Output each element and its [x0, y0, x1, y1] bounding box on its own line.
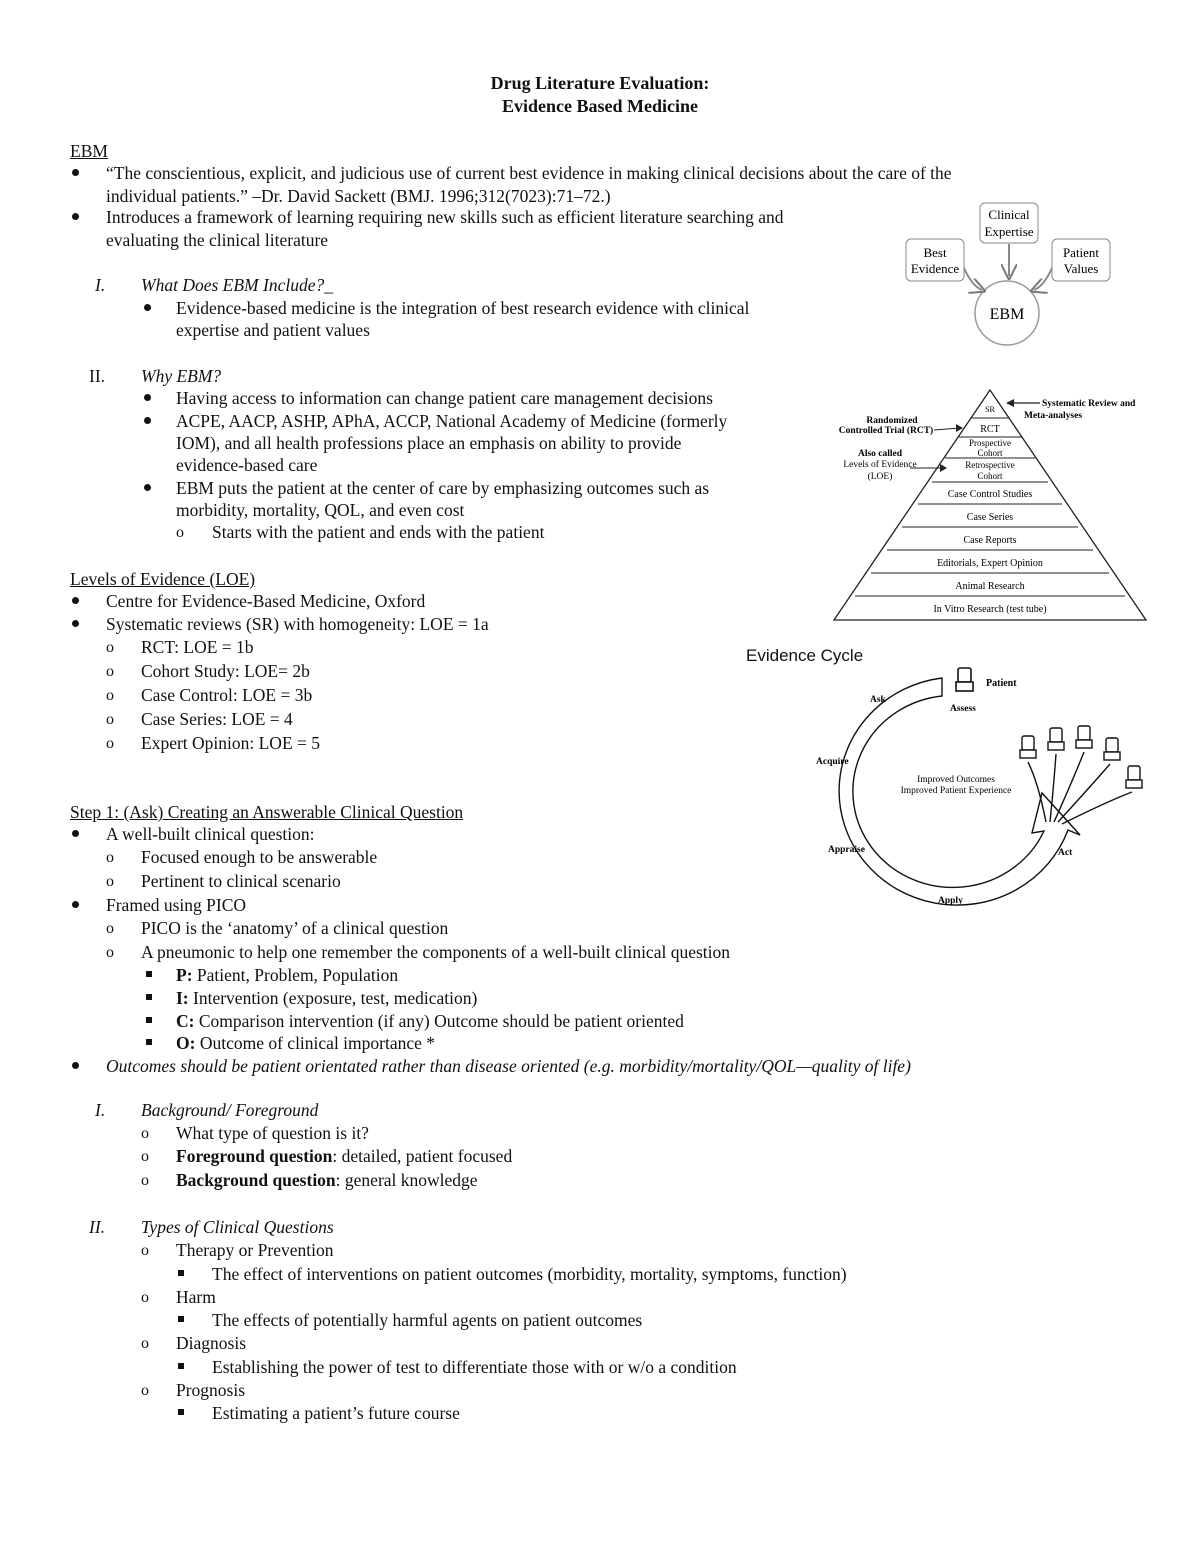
- bullet-icon: [72, 830, 79, 837]
- square-bullet-icon: [146, 1039, 152, 1045]
- bg-o3: [176, 1169, 478, 1192]
- circle-bullet-icon: o: [141, 1289, 149, 1306]
- step1-heading: Step 1: (Ask) Creating an Answerable Clinical Question: [70, 802, 464, 822]
- why-b2-l3: evidence-based care: [176, 455, 318, 475]
- circle-bullet-icon: o: [176, 524, 184, 541]
- arrow-icon: [964, 268, 982, 290]
- ebm-heading: EBM: [70, 141, 108, 161]
- bullet-icon: [72, 1062, 79, 1069]
- ebm-b1-l2: individual patients.” –Dr. David Sackett (BMJ. 1996;312(7023):71–72.): [106, 186, 611, 206]
- pico-i-key: I:: [176, 988, 189, 1008]
- pyramid-level-prospective: Prospective: [969, 438, 1011, 448]
- loe-b2: Systematic reviews (SR) with homogeneity: LOE = 1a: [106, 614, 489, 634]
- why-b3-l1: EBM puts the patient at the center of care by emphasizing outcomes such as: [176, 478, 710, 498]
- circle-bullet-icon: o: [141, 1172, 149, 1189]
- pyramid-level-in-vitro: In Vitro Research (test tube): [933, 604, 1047, 615]
- step1-b2-o2: A pneumonic to help one remember the components of a well-built clinical question: [141, 942, 731, 962]
- cycle-center-line1: Improved Outcomes: [917, 775, 995, 785]
- circle-bullet-icon: o: [106, 873, 114, 890]
- q-therapy-sub: The effect of interventions on patient outcomes (morbidity, mortality, symptoms, function): [212, 1264, 847, 1284]
- pyramid-level-case-control: Case Control Studies: [947, 489, 1033, 500]
- q-harm: Harm: [176, 1287, 216, 1307]
- pyramid-level-editorials: Editorials, Expert Opinion: [937, 558, 1043, 569]
- loe-item: RCT: LOE = 1b: [141, 637, 254, 657]
- circle-bullet-icon: o: [106, 849, 114, 866]
- step1-b1-item: Focused enough to be answerable: [141, 847, 378, 867]
- why-b2-l2: IOM), and all health professions place an emphasis on ability to provide: [176, 433, 682, 453]
- pico-o-key: O:: [176, 1033, 196, 1053]
- loe-item: Expert Opinion: LOE = 5: [141, 733, 321, 753]
- cycle-apply-label: Apply: [938, 896, 963, 906]
- circle-bullet-icon: o: [106, 735, 114, 752]
- ebm-b2-l2: evaluating the clinical literature: [106, 230, 329, 250]
- square-bullet-icon: [146, 971, 152, 977]
- pyramid-level-retrospective-cohort: Cohort: [977, 471, 1003, 481]
- cycle-appraise-label: Appraise: [828, 845, 865, 855]
- ebm-center-label: EBM: [989, 306, 1025, 323]
- pyramid-level-case-reports: Case Reports: [963, 535, 1017, 546]
- bullet-icon: [144, 484, 151, 491]
- section-title-what: What Does EBM Include?_: [141, 275, 333, 295]
- why-b2-l1: ACPE, AACP, ASHP, APhA, ACCP, National Academy of Medicine (formerly: [176, 411, 728, 431]
- expertise-label: Expertise: [984, 224, 1034, 239]
- evidence-pyramid: [830, 384, 1150, 624]
- pyramid-level-sr: SR: [985, 405, 995, 414]
- bullet-icon: [144, 417, 151, 424]
- step1-b2-o1: PICO is the ‘anatomy’ of a clinical question: [141, 918, 449, 938]
- evidence-label: Evidence: [910, 261, 960, 276]
- best-label: Best: [923, 245, 947, 260]
- section-title-why: Why EBM?: [141, 366, 222, 386]
- circle-bullet-icon: o: [141, 1125, 149, 1142]
- circle-bullet-icon: o: [106, 663, 114, 680]
- foreground-term: Foreground question: [176, 1146, 333, 1166]
- values-label: Values: [1063, 261, 1099, 276]
- bullet-icon: [72, 169, 79, 176]
- why-b3-l2: morbidity, mortality, QOL, and even cost: [176, 500, 465, 520]
- circle-bullet-icon: o: [106, 944, 114, 961]
- bg-o1: What type of question is it?: [176, 1123, 369, 1143]
- arrow-icon: [1034, 268, 1052, 290]
- cycle-assess-label: Assess: [950, 704, 976, 714]
- pyramid-rct-label-1: Randomized: [866, 416, 918, 426]
- why-b1: Having access to information can change patient care management decisions: [176, 388, 713, 408]
- step1-b2: Framed using PICO: [106, 895, 246, 915]
- pico-p-key: P:: [176, 965, 193, 985]
- section-title-background: Background/ Foreground: [141, 1100, 319, 1120]
- section-num: II.: [89, 366, 106, 386]
- circle-bullet-icon: o: [141, 1335, 149, 1352]
- foreground-def: : detailed, patient focused: [332, 1146, 513, 1166]
- pyramid-level-animal: Animal Research: [955, 581, 1025, 592]
- square-bullet-icon: [178, 1363, 184, 1369]
- background-def: : general knowledge: [335, 1170, 478, 1190]
- pyramid-loe-label-2: Levels of Evidence: [843, 460, 917, 470]
- bullet-icon: [72, 597, 79, 604]
- ebm-s1-l1: Evidence-based medicine is the integration of best research evidence with clinical: [176, 298, 750, 318]
- circle-bullet-icon: o: [141, 1382, 149, 1399]
- pico-p: [176, 964, 398, 987]
- step1-b3: Outcomes should be patient orientated rather than disease oriented (e.g. morbidity/mortality/QOL—quality of life): [106, 1056, 911, 1076]
- pico-c-text: Comparison intervention (if any) Outcome should be patient oriented: [194, 1011, 684, 1031]
- ebm-b1-l1: “The conscientious, explicit, and judicious use of current best evidence in making clinical decisions about the care of the: [106, 163, 952, 183]
- section-num: I.: [95, 1100, 106, 1120]
- circle-bullet-icon: o: [106, 687, 114, 704]
- square-bullet-icon: [178, 1409, 184, 1415]
- arrow-icon: [1006, 399, 1014, 407]
- doc-title-line1: Drug Literature Evaluation:: [490, 73, 710, 93]
- evidence-cycle-title: Evidence Cycle: [746, 646, 864, 665]
- cycle-act-label: Act: [1058, 848, 1073, 858]
- pyramid-sr-label-1: Systematic Review and: [1042, 399, 1136, 409]
- loe-item: Cohort Study: LOE= 2b: [141, 661, 310, 681]
- cycle-acquire-label: Acquire: [816, 757, 849, 767]
- circle-bullet-icon: o: [106, 920, 114, 937]
- pico-o-text: Outcome of clinical importance *: [195, 1033, 436, 1053]
- cycle-patient-label: Patient: [986, 678, 1017, 689]
- loe-item: Case Series: LOE = 4: [141, 709, 293, 729]
- q-prognosis: Prognosis: [176, 1380, 246, 1400]
- q-diagnosis: Diagnosis: [176, 1333, 246, 1353]
- pyramid-level-rct: RCT: [980, 424, 1000, 435]
- bullet-icon: [72, 620, 79, 627]
- q-diagnosis-sub: Establishing the power of test to differentiate those with or w/o a condition: [212, 1357, 737, 1377]
- square-bullet-icon: [146, 994, 152, 1000]
- bullet-icon: [144, 304, 151, 311]
- pyramid-loe-label-1: Also called: [857, 449, 903, 459]
- pyramid-loe-label-3: (LOE): [867, 472, 893, 482]
- section-num: I.: [95, 275, 106, 295]
- section-num: II.: [89, 1217, 106, 1237]
- bg-o2: [176, 1145, 512, 1168]
- loe-b1: Centre for Evidence-Based Medicine, Oxford: [106, 591, 426, 611]
- ebm-b2-l1: Introduces a framework of learning requiring new skills such as efficient literature searching and: [106, 207, 784, 227]
- loe-heading: Levels of Evidence (LOE): [70, 569, 256, 589]
- circle-bullet-icon: o: [106, 711, 114, 728]
- pyramid-sr-label-2: Meta-analyses: [1024, 411, 1083, 421]
- circle-bullet-icon: o: [141, 1148, 149, 1165]
- patient-icon: [956, 668, 973, 691]
- circle-bullet-icon: o: [106, 639, 114, 656]
- pico-i: [176, 987, 477, 1010]
- doc-title-line2: Evidence Based Medicine: [502, 96, 698, 116]
- circle-bullet-icon: o: [141, 1242, 149, 1259]
- square-bullet-icon: [146, 1017, 152, 1023]
- q-therapy: Therapy or Prevention: [176, 1240, 334, 1260]
- loe-item: Case Control: LOE = 3b: [141, 685, 313, 705]
- square-bullet-icon: [178, 1316, 184, 1322]
- pico-c: [176, 1010, 684, 1033]
- patient-label: Patient: [1062, 245, 1100, 260]
- pyramid-rct-label-2: Controlled Trial (RCT): [838, 426, 934, 436]
- pyramid-level-case-series: Case Series: [966, 512, 1014, 523]
- step1-b1: A well-built clinical question:: [106, 824, 315, 844]
- cycle-ask-label: Ask: [870, 695, 886, 705]
- pico-p-text: Patient, Problem, Population: [192, 965, 399, 985]
- square-bullet-icon: [178, 1270, 184, 1276]
- q-prognosis-sub: Estimating a patient’s future course: [212, 1403, 460, 1423]
- pyramid-level-retrospective: Retrospective: [965, 460, 1015, 470]
- background-term: Background question: [176, 1170, 336, 1190]
- clinical-label: Clinical: [988, 207, 1030, 222]
- pico-c-key: C:: [176, 1011, 195, 1031]
- pico-i-text: Intervention (exposure, test, medication): [188, 988, 478, 1008]
- bullet-icon: [144, 394, 151, 401]
- section-title-types: Types of Clinical Questions: [141, 1217, 334, 1237]
- ebm-diagram: [900, 198, 1120, 350]
- why-b3-sub: Starts with the patient and ends with the patient: [212, 522, 545, 542]
- evidence-cycle-diagram: [810, 662, 1145, 912]
- pyramid-level-prospective-cohort: Cohort: [977, 448, 1003, 458]
- step1-b1-item: Pertinent to clinical scenario: [141, 871, 341, 891]
- cycle-center-line2: Improved Patient Experience: [900, 786, 1012, 796]
- ebm-s1-l2: expertise and patient values: [176, 320, 370, 340]
- bullet-icon: [72, 901, 79, 908]
- pico-o: [176, 1032, 435, 1055]
- bullet-icon: [72, 213, 79, 220]
- q-harm-sub: The effects of potentially harmful agents on patient outcomes: [212, 1310, 643, 1330]
